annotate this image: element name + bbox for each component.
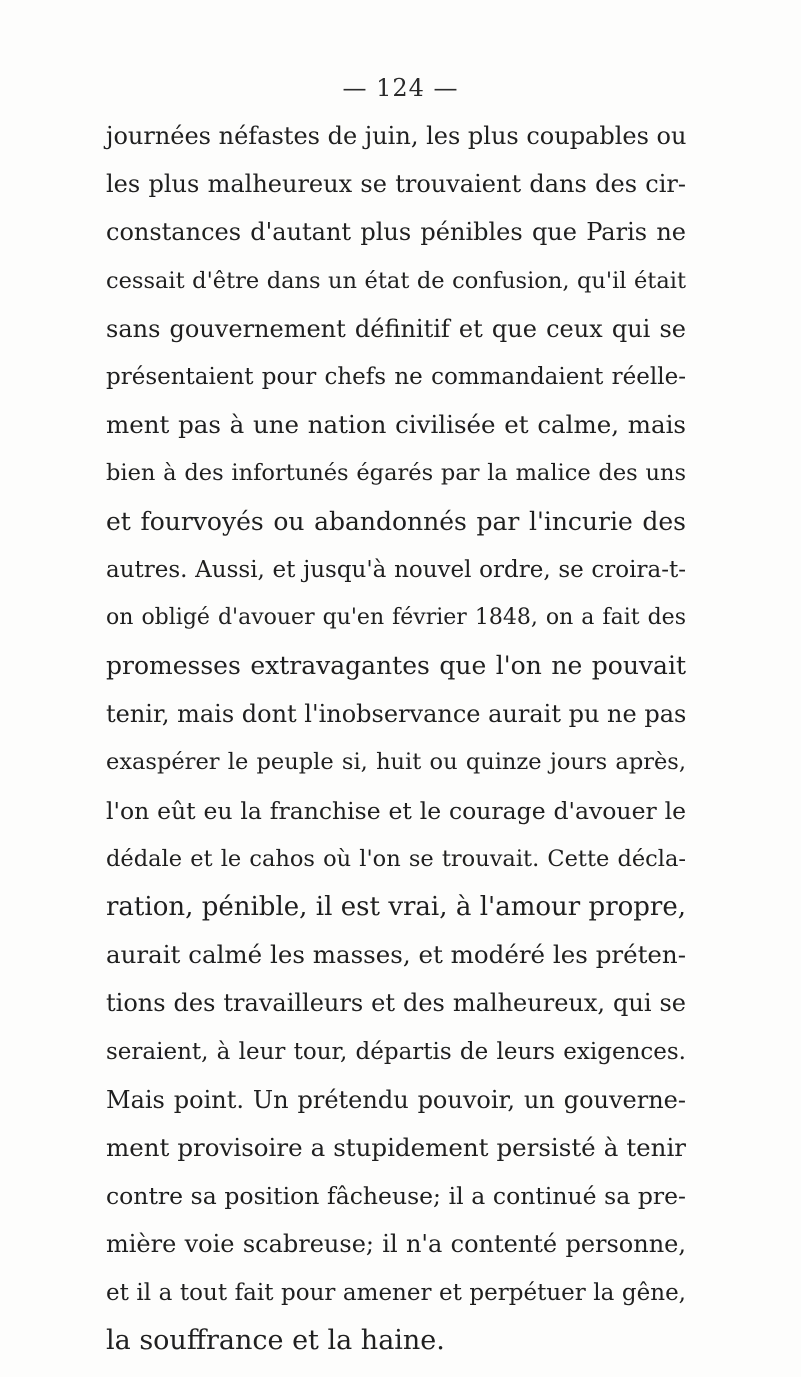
text-line: tions des travailleurs et des malheureux, qui se	[106, 989, 686, 1018]
text-line: promesses extravagantes que l'on ne pouvait	[106, 651, 686, 681]
text-line: dédale et le cahos où l'on se trouvait. Cette décla-	[106, 845, 686, 872]
page-number-header: — 124 —	[342, 74, 459, 102]
text-line: Mais point. Un prétendu pouvoir, un gouverne-	[106, 1085, 686, 1114]
text-line: contre sa position fâcheuse; il a continué sa pre-	[106, 1182, 686, 1211]
text-line: seraient, à leur tour, départis de leurs exigences.	[106, 1038, 686, 1065]
text-line: et fourvoyés ou abandonnés par l'incurie des	[106, 506, 686, 536]
text-line: ment pas à une nation civilisée et calme, mais	[106, 410, 686, 440]
text-line: les plus malheureux se trouvaient dans des cir-	[106, 170, 686, 199]
body-text	[106, 112, 686, 1365]
text-line: autres. Aussi, et jusqu'à nouvel ordre, se croira-t-	[106, 556, 686, 583]
text-line: tenir, mais dont l'inobservance aurait pu ne pas	[106, 700, 687, 729]
text-line: sans gouvernement définitif et que ceux qui se	[106, 314, 686, 343]
text-line: présentaient pour chefs ne commandaient réelle-	[106, 363, 686, 390]
text-line: journées néfastes de juin, les plus coupables ou	[106, 122, 687, 150]
text-line: cessait d'être dans un état de confusion, qu'il était	[106, 267, 686, 294]
text-line: aurait calmé les masses, et modéré les préten-	[106, 940, 686, 970]
text-line: ration, pénible, il est vrai, à l'amour propre,	[106, 892, 686, 922]
text-line: l'on eût eu la franchise et le courage d'avouer le	[106, 796, 686, 825]
text-line: et il a tout fait pour amener et perpétuer la gêne,	[106, 1279, 686, 1306]
text-line: exaspérer le peuple si, huit ou quinze jours après,	[106, 749, 686, 776]
text-line: bien à des infortunés égarés par la malice des uns	[106, 460, 686, 487]
text-line: constances d'autant plus pénibles que Paris ne	[106, 218, 686, 247]
text-line: la souffrance et la haine.	[106, 1324, 445, 1356]
text-line: mière voie scabreuse; il n'a contenté personne,	[106, 1230, 686, 1259]
text-line: ment provisoire a stupidement persisté à tenir	[106, 1132, 686, 1162]
text-line: on obligé d'avouer qu'en février 1848, on a fait des	[106, 604, 686, 630]
